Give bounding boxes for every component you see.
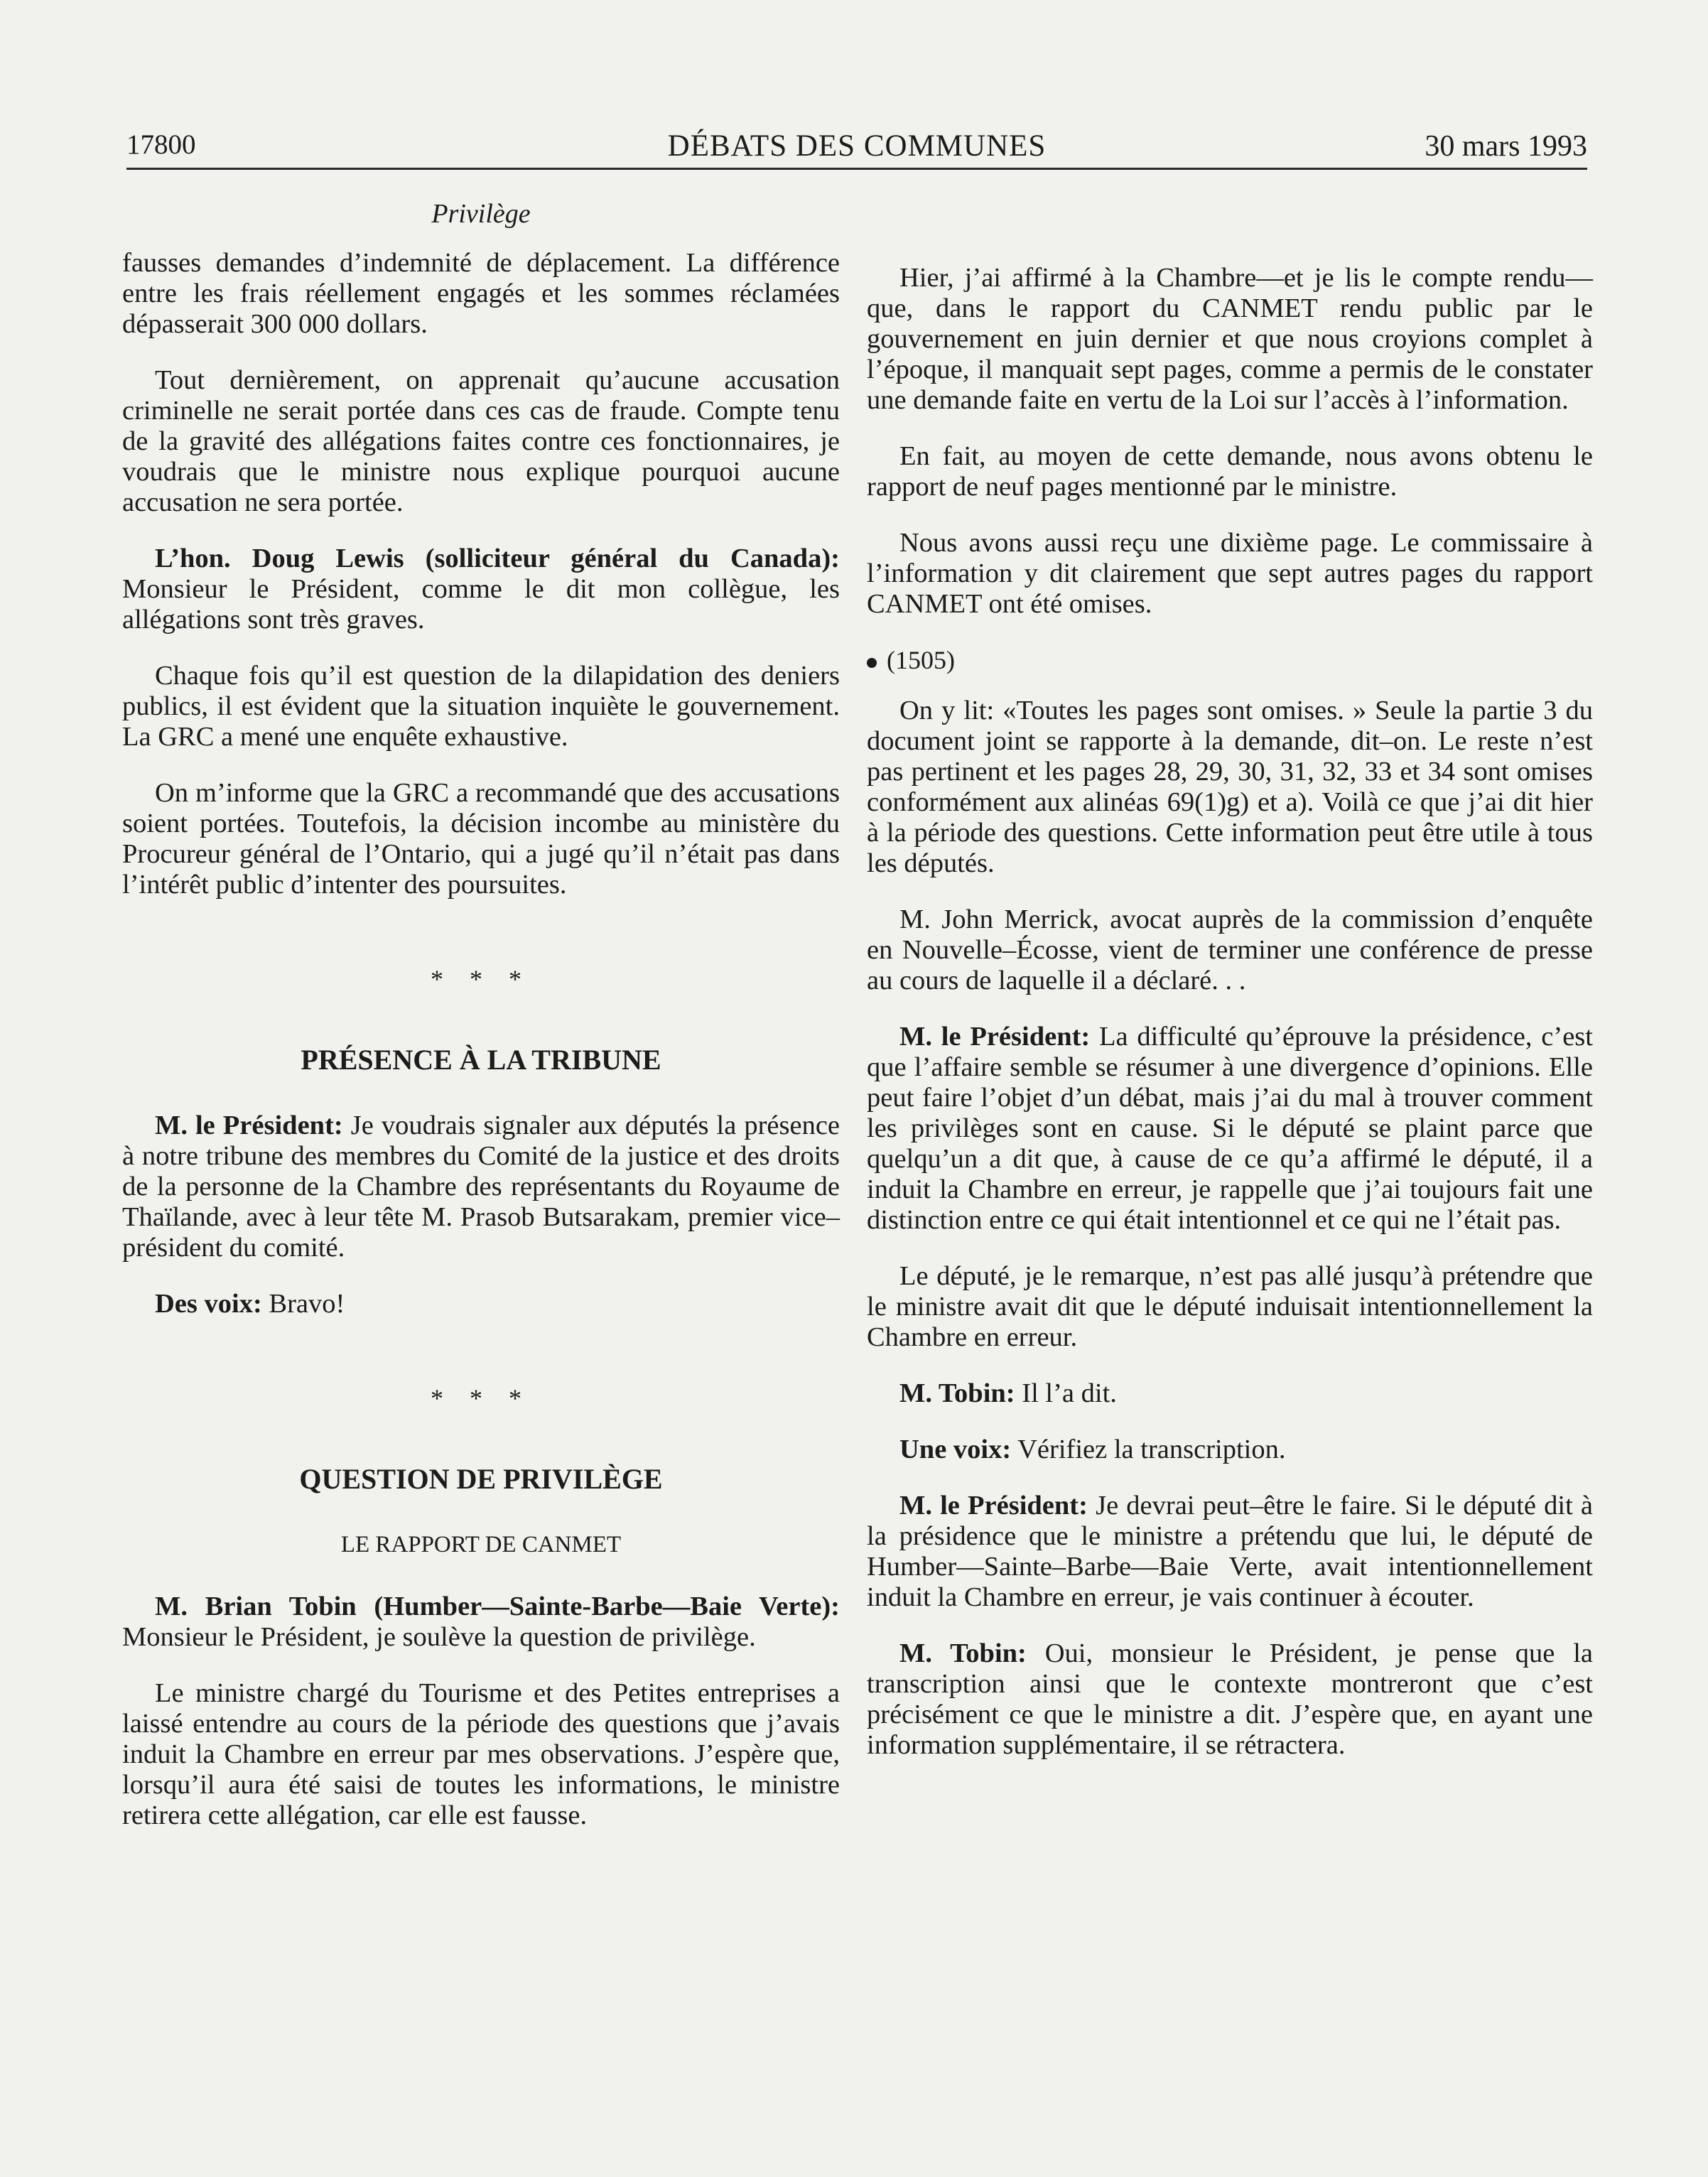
page-number: 17800	[126, 129, 196, 160]
speaker-name: L’hon. Doug Lewis (solliciteur général du Canada):	[155, 544, 840, 573]
section-separator: * * *	[431, 1384, 531, 1412]
speech-text: Monsieur le Président, comme le dit mon collègue, les allégations sont très graves.	[122, 574, 840, 634]
speaker-name: M. Tobin:	[899, 1638, 1027, 1668]
speech-text: Il l’a dit.	[1015, 1378, 1117, 1408]
right-column	[867, 199, 1593, 1786]
left-column	[122, 199, 840, 1857]
paragraph: Hier, j’ai affirmé à la Chambre—et je lis le compte rendu—que, dans le rapport du CANMET rendu public par le gouvernement en juin dernier et que nous croyions complet à l’époque, il manquait sept pages, comme a permis de le constater une demande faite en vertu de la Loi sur l’accès à l’information.	[867, 263, 1593, 415]
speech-paragraph	[867, 1435, 1593, 1465]
speaker-name: M. le Président:	[155, 1111, 343, 1140]
paragraph: M. John Merrick, avocat auprès de la commission d’enquête en Nouvelle–Écosse, vient de terminer une conférence de presse au cours de laquelle il a déclaré. . .	[867, 904, 1593, 995]
publication-title: DÉBATS DES COMMUNES	[667, 129, 1047, 163]
speech-text: Je devrai peut–être le faire. Si le député dit à la présidence que le ministre a prétendu que lui, le député de Humber—Sainte–Barbe—Baie Verte, avait intentionnellement induit la Chambre en erreur, je vais continuer à écouter.	[867, 1491, 1593, 1612]
timestamp: (1505)	[887, 646, 955, 674]
speech-paragraph	[867, 1022, 1593, 1236]
speech-text: Je voudrais signaler aux députés la présence à notre tribune des membres du Comité de la justice et des droits de la personne de la Chambre des représentants du Royaume de Thaïlande, avec à leur tête M. Prasob Butsarakam, premier vice–président du comité.	[122, 1111, 840, 1263]
page-header	[126, 121, 1587, 170]
paragraph: Chaque fois qu’il est question de la dilapidation des deniers publics, il est évident que la situation inquiète le gouvernement. La GRC a mené une enquête exhaustive.	[122, 661, 840, 752]
speech-text: Oui, monsieur le Président, je pense que la transcription ainsi que le contexte montreront que c’est précisément ce que le ministre a dit. J’espère que, en ayant une information supplémentaire, il se rétractera.	[867, 1638, 1593, 1760]
speech-paragraph	[122, 1111, 840, 1263]
speaker-name: M. Brian Tobin (Humber—Sainte-Barbe—Baie Verte):	[155, 1592, 840, 1621]
page-date: 30 mars 1993	[1425, 130, 1587, 163]
speaker-name: M. le Président:	[899, 1022, 1091, 1052]
paragraph: Le député, je le remarque, n’est pas allé jusqu’à prétendre que le ministre avait dit que le député induisait intentionnellement la Chambre en erreur.	[867, 1261, 1593, 1352]
section-heading: QUESTION DE PRIVILÈGE	[299, 1463, 663, 1495]
speaker-name: M. Tobin:	[899, 1378, 1015, 1408]
speech-paragraph	[867, 1378, 1593, 1409]
section-heading: PRÉSENCE À LA TRIBUNE	[301, 1044, 661, 1076]
paragraph: Nous avons aussi reçu une dixième page. Le commissaire à l’information y dit clairement que sept autres pages du rapport CANMET ont été omises.	[867, 528, 1593, 619]
speech-text: Vérifiez la transcription.	[1011, 1435, 1286, 1464]
speech-text: Bravo!	[261, 1289, 345, 1319]
paragraph: On y lit: «Toutes les pages sont omises. » Seule la partie 3 du document joint se rapporte à la demande, dit–on. Le reste n’est pas pertinent et les pages 28, 29, 30, 31, 32, 33 et 34 sont omises conformément aux alinéas 69(1)g) et a). Voilà ce que j’ai dit hier à la période des questions. Cette information peut être utile à tous les députés.	[867, 696, 1593, 878]
paragraph: fausses demandes d’indemnité de déplacement. La différence entre les frais réellement engagés et les sommes réclamées dépasserait 300 000 dollars.	[122, 248, 840, 339]
speech-text: Monsieur le Président, je soulève la question de privilège.	[122, 1622, 756, 1652]
speech-paragraph	[867, 1491, 1593, 1613]
bullet-icon	[867, 658, 877, 668]
paragraph: En fait, au moyen de cette demande, nous avons obtenu le rapport de neuf pages mentionné par le ministre.	[867, 441, 1593, 502]
speaker-name: Une voix:	[899, 1435, 1012, 1464]
subsection-heading: LE RAPPORT DE CANMET	[340, 1532, 622, 1557]
speech-text: La difficulté qu’éprouve la présidence, c’est que l’affaire semble se résumer à une divergence d’opinions. Elle peut faire l’objet d’un débat, mais j’ai du mal à trouver comment les privilèges sont en cause. Si le député se plaint parce que quelqu’un a dit que, à cause de ce qu’a affirmé le député, il a induit la Chambre en erreur, je rappelle que j’ai toujours fait une distinction entre ce qui était intentionnel et ce qui ne l’était pas.	[867, 1022, 1593, 1235]
speech-paragraph	[122, 1289, 840, 1319]
paragraph: Le ministre chargé du Tourisme et des Petites entreprises a laissé entendre au cours de la période des questions que j’avais induit la Chambre en erreur par mes observations. J’espère que, lorsqu’il aura été saisi de toutes les informations, le ministre retirera cette allégation, car elle est fausse.	[122, 1678, 840, 1830]
section-separator: * * *	[431, 965, 531, 993]
paragraph: Tout dernièrement, on apprenait qu’aucune accusation criminelle ne serait portée dans ces cas de fraude. Compte tenu de la gravité des allégations faites contre ces fonctionnaires, je voudrais que le ministre nous explique pourquoi aucune accusation ne sera portée.	[122, 365, 840, 517]
speaker-name: Des voix:	[155, 1289, 262, 1319]
speech-paragraph	[122, 1592, 840, 1653]
speech-paragraph	[867, 1638, 1593, 1761]
timestamp-marker	[867, 645, 1593, 676]
paragraph: On m’informe que la GRC a recommandé que des accusations soient portées. Toutefois, la décision incombe au ministère du Procureur général de l’Ontario, qui a jugé qu’il n’était pas dans l’intérêt public d’intenter des poursuites.	[122, 778, 840, 900]
speaker-name: M. le Président:	[899, 1491, 1088, 1520]
running-head: Privilège	[431, 199, 531, 229]
speech-paragraph	[122, 544, 840, 635]
